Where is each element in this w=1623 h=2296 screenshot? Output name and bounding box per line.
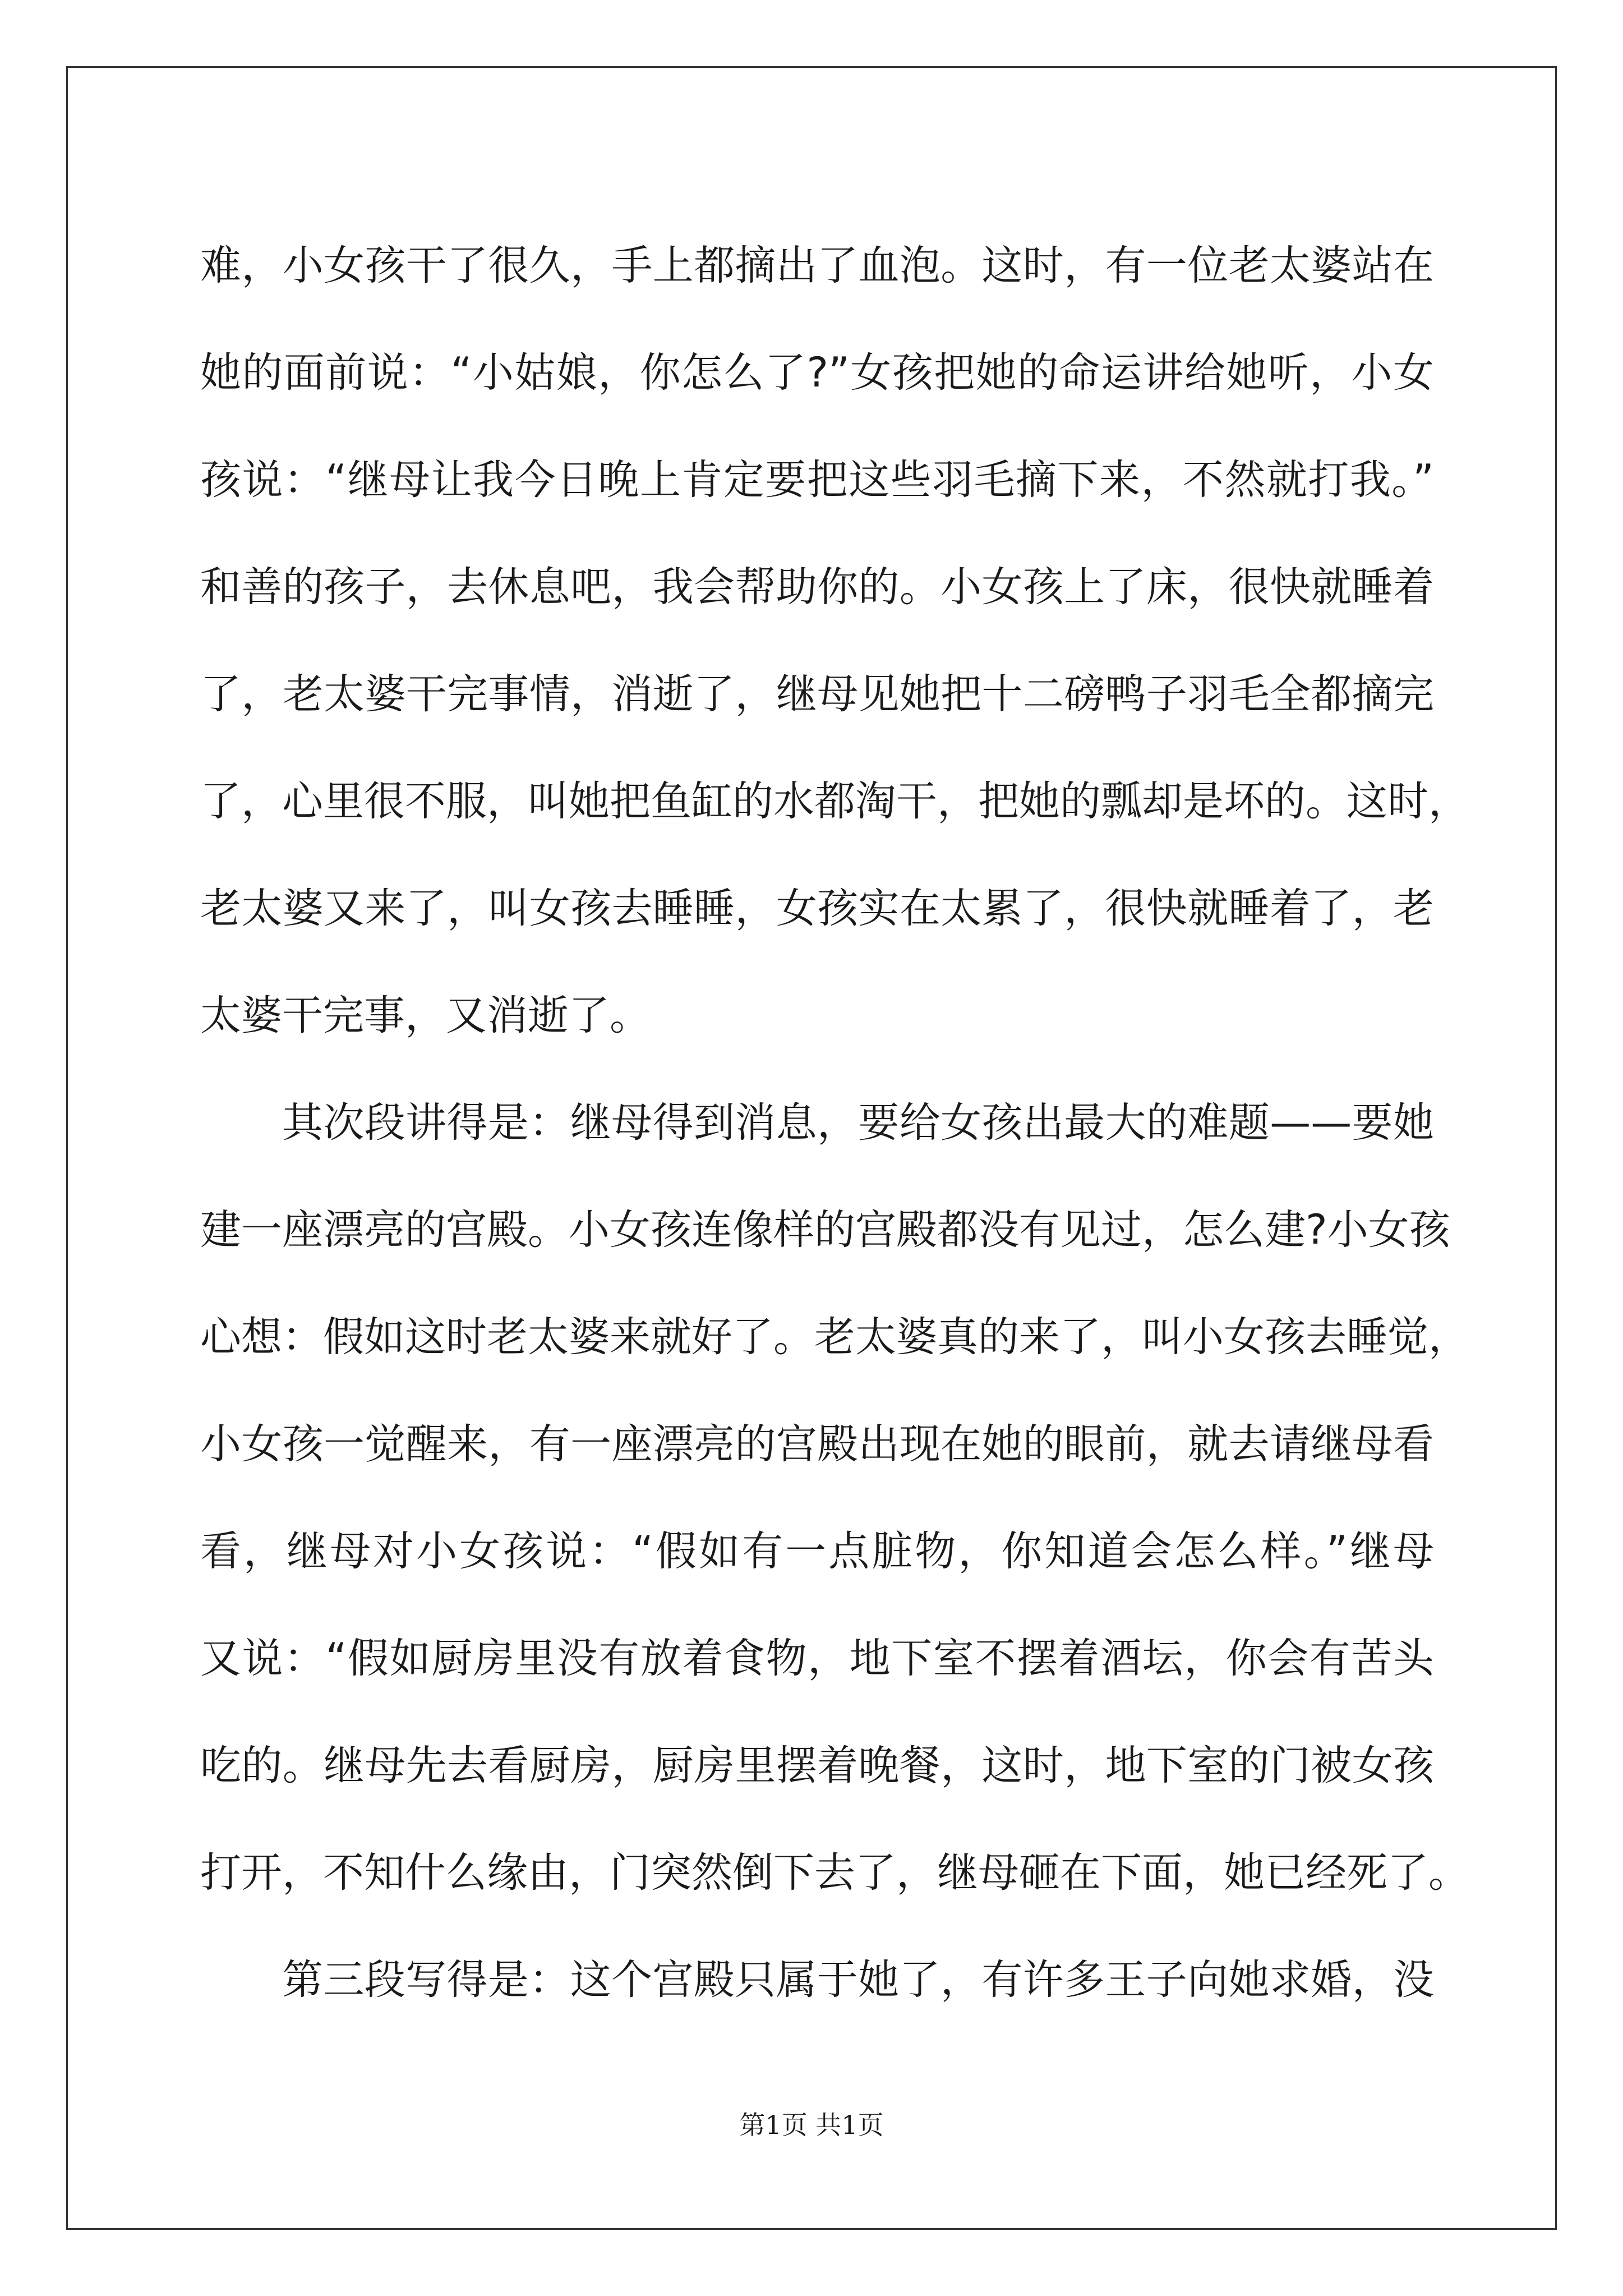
text-line: 又说：“假如厨房里没有放着食物，地下室不摆着酒坛，你会有苦头 xyxy=(200,1635,1434,1682)
text-line: 小女孩一觉醒来，有一座漂亮的宫殿出现在她的眼前，就去请继母看 xyxy=(200,1420,1434,1468)
text-line: 打开，不知什么缘由，门突然倒下去了，继母砸在下面，她已经死了。 xyxy=(200,1849,1469,1897)
paragraph-start-line: 第三段写得是：这个宫殿只属于她了，有许多王子向她求婚，没 xyxy=(282,1956,1434,2004)
text-line: 了，心里很不服，叫她把鱼缸的水都淘干，把她的瓢却是坏的。这时， xyxy=(200,777,1469,825)
document-body xyxy=(200,212,1469,2033)
text-line: 孩说：“继母让我今日晚上肯定要把这些羽毛摘下来，不然就打我。” xyxy=(200,456,1434,504)
text-line: 她的面前说：“小姑娘，你怎么了?”女孩把她的命运讲给她听，小女 xyxy=(200,349,1434,397)
text-line: 吃的。继母先去看厨房，厨房里摆着晚餐，这时，地下室的门被女孩 xyxy=(200,1742,1434,1789)
text-line: 难，小女孩干了很久，手上都摘出了血泡。这时，有一位老太婆站在 xyxy=(200,242,1434,289)
text-line: 看，继母对小女孩说：“假如有一点脏物，你知道会怎么样。”继母 xyxy=(200,1527,1434,1575)
text-line: 老太婆又来了，叫女孩去睡睡，女孩实在太累了，很快就睡着了，老 xyxy=(200,885,1434,932)
text-line: 太婆干完事，又消逝了。 xyxy=(200,992,651,1039)
page-footer: 第1页 共1页 xyxy=(739,2110,884,2140)
text-line: 了，老太婆干完事情，消逝了，继母见她把十二磅鸭子羽毛全都摘完 xyxy=(200,670,1434,718)
text-line: 建一座漂亮的宫殿。小女孩连像样的宫殿都没有见过，怎么建?小女孩 xyxy=(200,1206,1450,1254)
text-line: 心想：假如这时老太婆来就好了。老太婆真的来了，叫小女孩去睡觉， xyxy=(200,1313,1469,1361)
text-line: 和善的孩子，去休息吧，我会帮助你的。小女孩上了床，很快就睡着 xyxy=(200,563,1434,611)
paragraph-start-line: 其次段讲得是：继母得到消息，要给女孩出最大的难题——要她 xyxy=(282,1099,1434,1147)
